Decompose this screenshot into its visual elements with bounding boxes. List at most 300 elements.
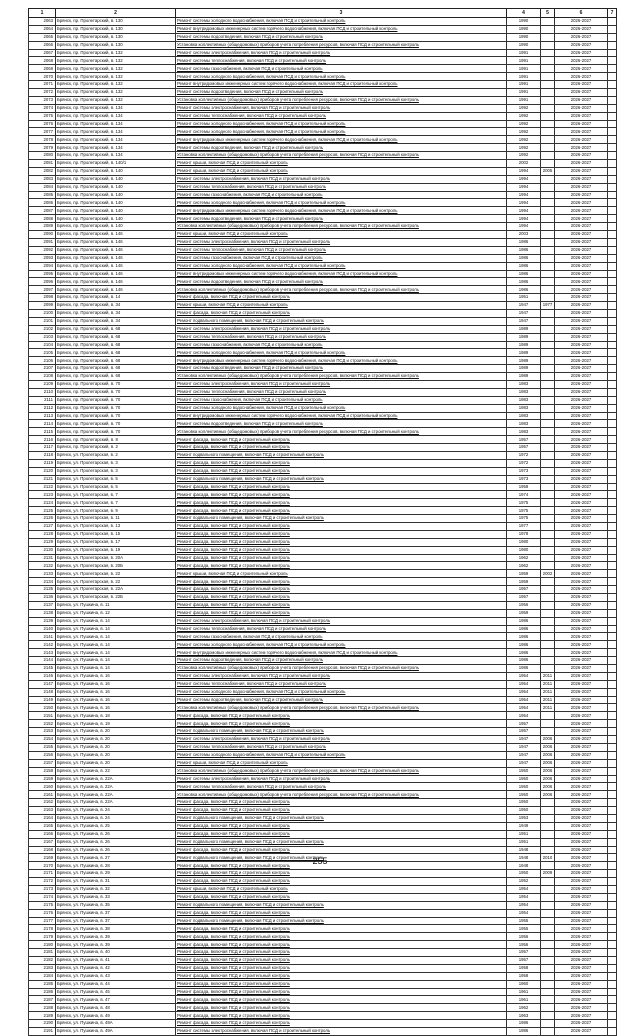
row-number-cell: 2094 — [29, 262, 56, 270]
planned-period-cell: 2026-2027 — [555, 854, 608, 862]
address-cell: Брянск, пр. Пролетарский, в. 140/1 — [56, 160, 176, 168]
table-row — [29, 104, 617, 112]
capital-repair-register-table — [28, 8, 617, 1036]
planned-period-cell: 2026-2027 — [555, 657, 608, 665]
work-type-cell: Ремонт фасада, включая ПСД и строительный контроль — [176, 878, 507, 886]
planned-period-cell: 2026-2027 — [555, 25, 608, 33]
address-cell: Брянск, пр. Пролетарский, в. 130 — [56, 41, 176, 49]
last-repair-year-cell — [541, 365, 555, 373]
address-cell: Брянск, пр. Пролетарский, в. 134 — [56, 128, 176, 136]
note-cell — [608, 412, 617, 420]
note-cell — [608, 380, 617, 388]
planned-period-cell: 2026-2027 — [555, 956, 608, 964]
commissioning-year-cell: 1959 — [507, 570, 541, 578]
work-type-cell: Ремонт фасада, включая ПСД и строительный контроль — [176, 609, 507, 617]
table-row — [29, 972, 617, 980]
address-cell: Брянск, ул. Пролетарская, в. 20А — [56, 554, 176, 562]
row-number-cell: 2184 — [29, 972, 56, 980]
table-row — [29, 231, 617, 239]
row-number-cell: 2153 — [29, 728, 56, 736]
work-type-cell: Ремонт фасада, включая ПСД и строительный контроль — [176, 870, 507, 878]
last-repair-year-cell — [541, 641, 555, 649]
commissioning-year-cell: 1991 — [507, 96, 541, 104]
work-type-cell: Ремонт системы водоотведения, включая ПСД и строительный контроль — [176, 215, 507, 223]
last-repair-year-cell — [541, 199, 555, 207]
address-cell: Брянск, пр. Пролетарский, в. 146 — [56, 262, 176, 270]
note-cell — [608, 546, 617, 554]
work-type-cell: Ремонт системы газоснабжения, включая ПСД и строительный контроль — [176, 341, 507, 349]
commissioning-year-cell: 1947 — [507, 302, 541, 310]
work-type-cell: Ремонт фасада, включая ПСД и строительный контроль — [176, 523, 507, 531]
commissioning-year-cell: 2003 — [507, 231, 541, 239]
table-row — [29, 767, 617, 775]
last-repair-year-cell — [541, 404, 555, 412]
planned-period-cell: 2026-2027 — [555, 404, 608, 412]
commissioning-year-cell: 1957 — [507, 728, 541, 736]
work-type-cell: Установка коллективных (общедомовых) приборов учета потребления ресурсов, включая ПСД и строительный контроль — [176, 96, 507, 104]
planned-period-cell: 2026-2027 — [555, 436, 608, 444]
commissioning-year-cell: 1957 — [507, 436, 541, 444]
address-cell: Брянск, ул. Пролетарская, в. 2 — [56, 451, 176, 459]
table-row — [29, 120, 617, 128]
last-repair-year-cell: 2006 — [541, 775, 555, 783]
note-cell — [608, 231, 617, 239]
work-type-cell: Ремонт фасада, включая ПСД и строительный контроль — [176, 925, 507, 933]
address-cell: Брянск, пр. Пролетарский, в. 134 — [56, 112, 176, 120]
last-repair-year-cell — [541, 901, 555, 909]
address-cell: Брянск, ул. Пушкина, в. 22 — [56, 767, 176, 775]
address-cell: Брянск, пр. Пролетарский, в. 68 — [56, 365, 176, 373]
last-repair-year-cell — [541, 223, 555, 231]
planned-period-cell: 2026-2027 — [555, 759, 608, 767]
table-row — [29, 18, 617, 26]
row-number-cell: 2067 — [29, 49, 56, 57]
row-number-cell: 2140 — [29, 625, 56, 633]
commissioning-year-cell: 1950 — [507, 767, 541, 775]
note-cell — [608, 530, 617, 538]
work-type-cell: Ремонт системы холодного водоснабжения, включая ПСД и строительный контроль — [176, 128, 507, 136]
commissioning-year-cell: 1963 — [507, 1012, 541, 1020]
last-repair-year-cell — [541, 207, 555, 215]
row-number-cell: 2098 — [29, 294, 56, 302]
last-repair-year-cell — [541, 838, 555, 846]
work-type-cell: Ремонт фасада, включая ПСД и строительный контроль — [176, 546, 507, 554]
row-number-cell: 2162 — [29, 799, 56, 807]
last-repair-year-cell — [541, 1020, 555, 1028]
address-cell: Брянск, пр. Пролетарский, в. 68 — [56, 349, 176, 357]
commissioning-year-cell: 1986 — [507, 657, 541, 665]
last-repair-year-cell — [541, 609, 555, 617]
planned-period-cell: 2026-2027 — [555, 578, 608, 586]
planned-period-cell: 2026-2027 — [555, 775, 608, 783]
table-row — [29, 436, 617, 444]
planned-period-cell: 2026-2027 — [555, 57, 608, 65]
row-number-cell: 2099 — [29, 302, 56, 310]
address-cell: Брянск, пр. Пролетарский, в. 70 — [56, 396, 176, 404]
work-type-cell: Ремонт системы теплоснабжения, включая ПСД и строительный контроль — [176, 783, 507, 791]
row-number-cell: 2129 — [29, 538, 56, 546]
table-row — [29, 451, 617, 459]
planned-period-cell: 2026-2027 — [555, 33, 608, 41]
row-number-cell: 2171 — [29, 870, 56, 878]
row-number-cell: 2181 — [29, 949, 56, 957]
work-type-cell: Ремонт крыши, включая ПСД и строительный контроль — [176, 302, 507, 310]
address-cell: Брянск, ул. Пролетарская, в. 5 — [56, 483, 176, 491]
address-cell: Брянск, ул. Пушкина, в. 27 — [56, 854, 176, 862]
row-number-cell: 2130 — [29, 546, 56, 554]
planned-period-cell: 2026-2027 — [555, 862, 608, 870]
work-type-cell: Ремонт системы электроснабжения, включая ПСД и строительный контроль — [176, 104, 507, 112]
row-number-cell: 2133 — [29, 570, 56, 578]
last-repair-year-cell: 1977 — [541, 302, 555, 310]
last-repair-year-cell — [541, 562, 555, 570]
note-cell — [608, 428, 617, 436]
work-type-cell: Ремонт подвального помещения, включая ПСД и строительный контроль — [176, 917, 507, 925]
address-cell: Брянск, пр. Пролетарский, в. 146 — [56, 238, 176, 246]
table-row — [29, 594, 617, 602]
table-row — [29, 807, 617, 815]
work-type-cell: Ремонт системы газоснабжения, включая ПСД и строительный контроль — [176, 633, 507, 641]
planned-period-cell: 2026-2027 — [555, 909, 608, 917]
note-cell — [608, 807, 617, 815]
address-cell: Брянск, пр. Пролетарский, в. 134 — [56, 120, 176, 128]
last-repair-year-cell — [541, 507, 555, 515]
row-number-cell: 2072 — [29, 89, 56, 97]
row-number-cell: 2126 — [29, 515, 56, 523]
commissioning-year-cell: 1950 — [507, 783, 541, 791]
address-cell: Брянск, ул. Пушкина, в. 22А — [56, 799, 176, 807]
table-row — [29, 530, 617, 538]
planned-period-cell: 2026-2027 — [555, 467, 608, 475]
planned-period-cell: 2026-2027 — [555, 152, 608, 160]
row-number-cell: 2138 — [29, 609, 56, 617]
planned-period-cell: 2026-2027 — [555, 523, 608, 531]
address-cell: Брянск, ул. Пушкина, в. 12 — [56, 609, 176, 617]
work-type-cell: Ремонт фасада, включая ПСД и строительный контроль — [176, 1004, 507, 1012]
address-cell: Брянск, ул. Пушкина, в. 40 — [56, 949, 176, 957]
address-cell: Брянск, ул. Пушкина, в. 20 — [56, 736, 176, 744]
commissioning-year-cell: 1983 — [507, 396, 541, 404]
note-cell — [608, 925, 617, 933]
last-repair-year-cell — [541, 73, 555, 81]
commissioning-year-cell: 1948 — [507, 854, 541, 862]
work-type-cell: Ремонт системы электроснабжения, включая ПСД и строительный контроль — [176, 1028, 507, 1036]
last-repair-year-cell — [541, 215, 555, 223]
address-cell: Брянск, пр. Пролетарский, в. 130 — [56, 25, 176, 33]
address-cell: Брянск, ул. Пушкина, в. 20 — [56, 759, 176, 767]
row-number-cell: 2142 — [29, 641, 56, 649]
address-cell: Брянск, пр. Пролетарский, в. 8 — [56, 436, 176, 444]
row-number-cell: 2070 — [29, 73, 56, 81]
last-repair-year-cell: 2005 — [541, 167, 555, 175]
column-header-2: 2 — [56, 9, 176, 18]
work-type-cell: Ремонт фасада, включая ПСД и строительный контроль — [176, 491, 507, 499]
commissioning-year-cell: 1983 — [507, 428, 541, 436]
planned-period-cell: 2026-2027 — [555, 925, 608, 933]
commissioning-year-cell: 1986 — [507, 633, 541, 641]
work-type-cell: Ремонт крыши, включая ПСД и строительный контроль — [176, 759, 507, 767]
note-cell — [608, 523, 617, 531]
last-repair-year-cell — [541, 325, 555, 333]
work-type-cell: Ремонт подвального помещения, включая ПСД и строительный контроль — [176, 901, 507, 909]
note-cell — [608, 696, 617, 704]
note-cell — [608, 25, 617, 33]
address-cell: Брянск, ул. Пролетарская, в. 7 — [56, 499, 176, 507]
last-repair-year-cell — [541, 996, 555, 1004]
row-number-cell: 2121 — [29, 475, 56, 483]
work-type-cell: Ремонт системы водоотведения, включая ПСД и строительный контроль — [176, 365, 507, 373]
commissioning-year-cell: 1986 — [507, 270, 541, 278]
planned-period-cell: 2026-2027 — [555, 1004, 608, 1012]
address-cell: Брянск, пр. Пролетарский, в. 70 — [56, 404, 176, 412]
note-cell — [608, 799, 617, 807]
note-cell — [608, 89, 617, 97]
work-type-cell: Ремонт внутридомовых инженерных систем горячего водоснабжения, включая ПСД и строительный контроль — [176, 207, 507, 215]
work-type-cell: Ремонт системы газоснабжения, включая ПСД и строительный контроль — [176, 191, 507, 199]
address-cell: Брянск, пр. Пролетарский, в. 132 — [56, 49, 176, 57]
note-cell — [608, 846, 617, 854]
row-number-cell: 2118 — [29, 451, 56, 459]
table-row — [29, 167, 617, 175]
address-cell: Брянск, ул. Пролетарская, в. 19 — [56, 546, 176, 554]
row-number-cell: 2146 — [29, 672, 56, 680]
commissioning-year-cell: 1956 — [507, 933, 541, 941]
planned-period-cell: 2026-2027 — [555, 451, 608, 459]
row-number-cell: 2064 — [29, 25, 56, 33]
work-type-cell: Установка коллективных (общедомовых) приборов учета потребления ресурсов, включая ПСД и строительный контроль — [176, 373, 507, 381]
work-type-cell: Ремонт крыши, включая ПСД и строительный контроль — [176, 885, 507, 893]
planned-period-cell: 2026-2027 — [555, 175, 608, 183]
table-row — [29, 507, 617, 515]
table-row — [29, 412, 617, 420]
commissioning-year-cell: 1992 — [507, 120, 541, 128]
note-cell — [608, 207, 617, 215]
planned-period-cell: 2026-2027 — [555, 617, 608, 625]
planned-period-cell: 2026-2027 — [555, 807, 608, 815]
row-number-cell: 2065 — [29, 33, 56, 41]
last-repair-year-cell — [541, 980, 555, 988]
work-type-cell: Ремонт системы водоотведения, включая ПСД и строительный контроль — [176, 144, 507, 152]
commissioning-year-cell: 1994 — [507, 207, 541, 215]
commissioning-year-cell: 1947 — [507, 309, 541, 317]
note-cell — [608, 436, 617, 444]
planned-period-cell: 2026-2027 — [555, 388, 608, 396]
note-cell — [608, 451, 617, 459]
commissioning-year-cell: 1962 — [507, 1004, 541, 1012]
note-cell — [608, 317, 617, 325]
row-number-cell: 2119 — [29, 459, 56, 467]
planned-period-cell: 2026-2027 — [555, 688, 608, 696]
commissioning-year-cell: 1977 — [507, 523, 541, 531]
table-row — [29, 428, 617, 436]
planned-period-cell: 2026-2027 — [555, 507, 608, 515]
row-number-cell: 2125 — [29, 507, 56, 515]
last-repair-year-cell: 2011 — [541, 680, 555, 688]
note-cell — [608, 554, 617, 562]
address-cell: Брянск, ул. Пролетарская, в. 7 — [56, 491, 176, 499]
address-cell: Брянск, ул. Пушкина, в. 24 — [56, 807, 176, 815]
commissioning-year-cell: 1960 — [507, 980, 541, 988]
row-number-cell: 2186 — [29, 988, 56, 996]
commissioning-year-cell: 1989 — [507, 365, 541, 373]
row-number-cell: 2175 — [29, 901, 56, 909]
planned-period-cell: 2026-2027 — [555, 570, 608, 578]
table-row — [29, 152, 617, 160]
commissioning-year-cell: 1992 — [507, 144, 541, 152]
planned-period-cell: 2026-2027 — [555, 933, 608, 941]
address-cell: Брянск, пр. Пролетарский, в. 146 — [56, 246, 176, 254]
table-row — [29, 909, 617, 917]
work-type-cell: Ремонт фасада, включая ПСД и строительный контроль — [176, 601, 507, 609]
address-cell: Брянск, ул. Пушкина, в. 20 — [56, 728, 176, 736]
address-cell: Брянск, ул. Пушкина, в. 14 — [56, 633, 176, 641]
note-cell — [608, 160, 617, 168]
planned-period-cell: 2026-2027 — [555, 870, 608, 878]
address-cell: Брянск, ул. Пушкина, в. 49А — [56, 1028, 176, 1036]
note-cell — [608, 578, 617, 586]
planned-period-cell: 2026-2027 — [555, 491, 608, 499]
commissioning-year-cell: 1962 — [507, 562, 541, 570]
planned-period-cell: 2026-2027 — [555, 641, 608, 649]
table-row — [29, 601, 617, 609]
last-repair-year-cell — [541, 633, 555, 641]
address-cell: Брянск, ул. Пролетарская, в. 22 — [56, 578, 176, 586]
row-number-cell: 2147 — [29, 680, 56, 688]
row-number-cell: 2113 — [29, 412, 56, 420]
planned-period-cell: 2026-2027 — [555, 309, 608, 317]
row-number-cell: 2135 — [29, 586, 56, 594]
address-cell: Брянск, ул. Пушкина, в. 29 — [56, 870, 176, 878]
table-row — [29, 278, 617, 286]
last-repair-year-cell — [541, 191, 555, 199]
commissioning-year-cell: 1986 — [507, 641, 541, 649]
column-header-6: 6 — [555, 9, 608, 18]
work-type-cell: Ремонт системы холодного водоснабжения, включая ПСД и строительный контроль — [176, 18, 507, 26]
commissioning-year-cell: 1955 — [507, 925, 541, 933]
address-cell: Брянск, ул. Пушкина, в. 22А — [56, 791, 176, 799]
work-type-cell: Ремонт системы холодного водоснабжения, включая ПСД и строительный контроль — [176, 262, 507, 270]
commissioning-year-cell: 1958 — [507, 972, 541, 980]
table-row — [29, 625, 617, 633]
planned-period-cell: 2026-2027 — [555, 972, 608, 980]
table-row — [29, 215, 617, 223]
last-repair-year-cell: 2006 — [541, 743, 555, 751]
row-number-cell: 2075 — [29, 112, 56, 120]
last-repair-year-cell — [541, 1028, 555, 1036]
row-number-cell: 2083 — [29, 175, 56, 183]
work-type-cell: Ремонт системы водоотведения, включая ПСД и строительный контроль — [176, 89, 507, 97]
planned-period-cell: 2026-2027 — [555, 743, 608, 751]
commissioning-year-cell: 1957 — [507, 949, 541, 957]
table-row — [29, 822, 617, 830]
work-type-cell: Ремонт системы теплоснабжения, включая ПСД и строительный контроль — [176, 246, 507, 254]
planned-period-cell: 2026-2027 — [555, 96, 608, 104]
commissioning-year-cell: 1986 — [507, 1028, 541, 1036]
work-type-cell: Ремонт фасада, включая ПСД и строительный контроль — [176, 799, 507, 807]
last-repair-year-cell — [541, 657, 555, 665]
work-type-cell: Ремонт фасада, включая ПСД и строительный контроль — [176, 467, 507, 475]
note-cell — [608, 909, 617, 917]
address-cell: Брянск, ул. Пушкина, в. 22А — [56, 783, 176, 791]
commissioning-year-cell: 1992 — [507, 104, 541, 112]
note-cell — [608, 175, 617, 183]
table-row — [29, 996, 617, 1004]
address-cell: Брянск, ул. Пушкина, в. 22А — [56, 775, 176, 783]
commissioning-year-cell: 1991 — [507, 81, 541, 89]
row-number-cell: 2091 — [29, 238, 56, 246]
work-type-cell: Ремонт фасада, включая ПСД и строительный контроль — [176, 822, 507, 830]
table-row — [29, 357, 617, 365]
row-number-cell: 2115 — [29, 428, 56, 436]
table-row — [29, 317, 617, 325]
last-repair-year-cell — [541, 799, 555, 807]
row-number-cell: 2114 — [29, 420, 56, 428]
address-cell: Брянск, ул. Пушкина, в. 14 — [56, 665, 176, 673]
address-cell: Брянск, ул. Пролетарская, в. 22 — [56, 570, 176, 578]
planned-period-cell: 2026-2027 — [555, 704, 608, 712]
planned-period-cell: 2026-2027 — [555, 183, 608, 191]
table-row — [29, 814, 617, 822]
last-repair-year-cell — [541, 373, 555, 381]
last-repair-year-cell — [541, 949, 555, 957]
note-cell — [608, 73, 617, 81]
address-cell: Брянск, ул. Пушкина, в. 14 — [56, 657, 176, 665]
row-number-cell: 2161 — [29, 791, 56, 799]
commissioning-year-cell: 1952 — [507, 878, 541, 886]
planned-period-cell: 2026-2027 — [555, 767, 608, 775]
row-number-cell: 2131 — [29, 554, 56, 562]
work-type-cell: Ремонт системы теплоснабжения, включая ПСД и строительный контроль — [176, 183, 507, 191]
address-cell: Брянск, ул. Пушкина, в. 16 — [56, 688, 176, 696]
planned-period-cell: 2026-2027 — [555, 665, 608, 673]
address-cell: Брянск, пр. Пролетарский, в. 134 — [56, 144, 176, 152]
row-number-cell: 2071 — [29, 81, 56, 89]
row-number-cell: 2189 — [29, 1012, 56, 1020]
planned-period-cell: 2026-2027 — [555, 941, 608, 949]
work-type-cell: Ремонт фасада, включая ПСД и строительный контроль — [176, 933, 507, 941]
note-cell — [608, 720, 617, 728]
last-repair-year-cell — [541, 554, 555, 562]
planned-period-cell: 2026-2027 — [555, 949, 608, 957]
row-number-cell: 2159 — [29, 775, 56, 783]
table-row — [29, 475, 617, 483]
last-repair-year-cell — [541, 96, 555, 104]
address-cell: Брянск, ул. Пролетарская, в. 5 — [56, 475, 176, 483]
row-number-cell: 2108 — [29, 373, 56, 381]
note-cell — [608, 641, 617, 649]
address-cell: Брянск, ул. Пролетарская, в. 9 — [56, 507, 176, 515]
table-row — [29, 672, 617, 680]
planned-period-cell: 2026-2027 — [555, 294, 608, 302]
address-cell: Брянск, ул. Пушкина, в. 19 — [56, 720, 176, 728]
row-number-cell: 2087 — [29, 207, 56, 215]
table-row — [29, 499, 617, 507]
row-number-cell: 2174 — [29, 893, 56, 901]
table-row — [29, 491, 617, 499]
address-cell: Брянск, ул. Пушкина, в. 28 — [56, 862, 176, 870]
last-repair-year-cell — [541, 341, 555, 349]
note-cell — [608, 704, 617, 712]
table-row — [29, 791, 617, 799]
table-row — [29, 112, 617, 120]
address-cell: Брянск, ул. Пролетарская, в. 17 — [56, 538, 176, 546]
note-cell — [608, 199, 617, 207]
column-header-5: 5 — [541, 9, 555, 18]
work-type-cell: Ремонт системы электроснабжения, включая ПСД и строительный контроль — [176, 736, 507, 744]
last-repair-year-cell — [541, 81, 555, 89]
commissioning-year-cell: 1991 — [507, 89, 541, 97]
address-cell: Брянск, ул. Пушкина, в. 14 — [56, 641, 176, 649]
